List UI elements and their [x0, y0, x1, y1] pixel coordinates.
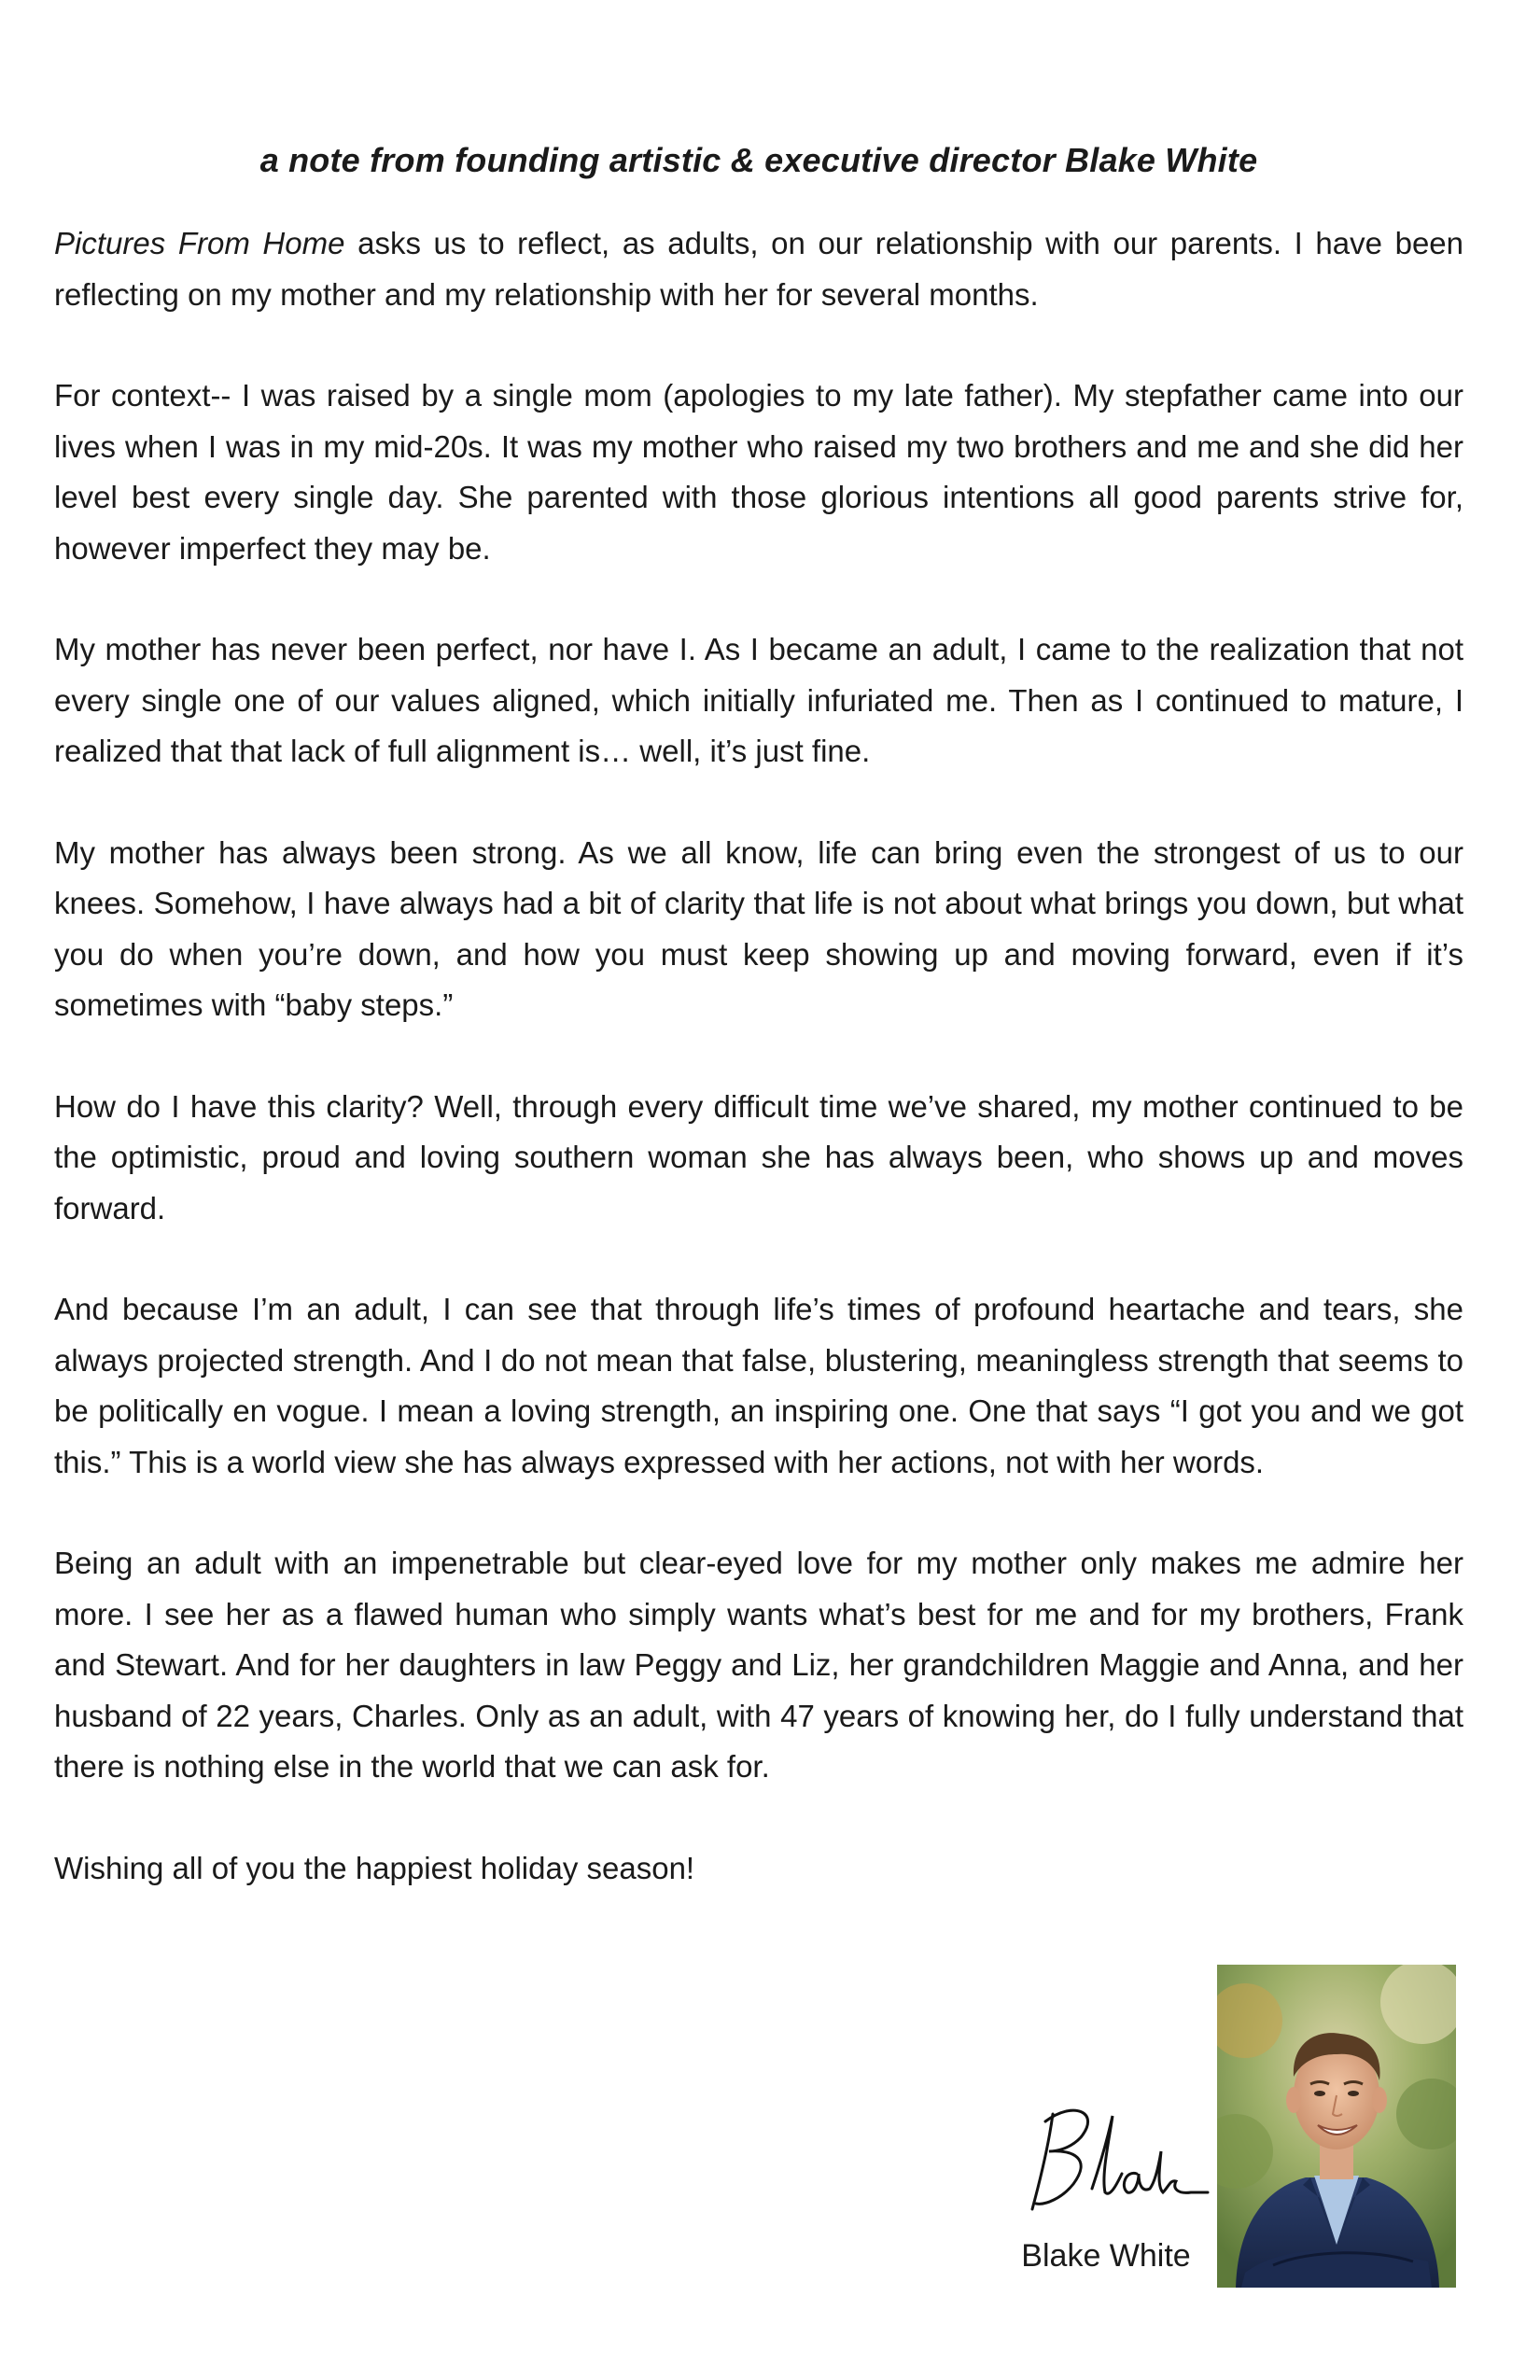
letter-page — [54, 138, 1463, 1894]
paragraph-6: And because I’m an adult, I can see that through life’s times of profound heartache and tears, she always projected strength. And I do not mean that false, blustering, meaningless strength that seems to be politically en vogue. I mean a loving strength, an inspiring one. One that says “I got you and we got this.” This is a world view she has always expressed with her actions, not with her words. — [54, 1292, 1463, 1479]
letter-body — [54, 218, 1463, 1894]
signature-block — [989, 2095, 1213, 2291]
paragraph-7: Being an adult with an impenetrable but clear-eyed love for my mother only makes me admire her more. I see her as a flawed human who simply wants what’s best for me and for my brothers, Frank and Stewart. And for her daughters in law Peggy and Liz, her grandchildren Maggie and Anna, and her husband of 22 years, Charles. Only as an adult, with 47 years of knowing her, do I fully understand that there is nothing else in the world that we can ask for. — [54, 1546, 1463, 1784]
paragraph-2: For context-- I was raised by a single mom (apologies to my late father). My stepfather came into our lives when I was in my mid-20s. It was my mother who raised my two brothers and me and she did her level best every single day. She parented with those glorious intentions all good parents strive for, however imperfect they may be. — [54, 378, 1463, 566]
play-title: Pictures From Home — [54, 226, 345, 260]
paragraph-3: My mother has never been perfect, nor have I. As I became an adult, I came to the realization that not every single one of our values aligned, which initially infuriated me. Then as I continued to mature, I realized that that lack of full alignment is… well, it’s just fine. — [54, 632, 1463, 768]
paragraph-1 — [54, 218, 1463, 320]
portrait-photo — [1217, 1965, 1456, 2288]
paragraph-4: My mother has always been strong. As we all know, life can bring even the strongest of us to our knees. Somehow, I have always had a bit of clarity that life is not about what brings you down, but what you do when you’re down, and how you must keep showing up and moving forward, even if it’s sometimes with “baby steps.” — [54, 834, 1463, 1022]
portrait-image — [1217, 1965, 1456, 2288]
signature-printed-name: Blake White — [1021, 2238, 1191, 2274]
handwritten-signature — [1008, 2095, 1213, 2226]
paragraph-5: How do I have this clarity? Well, through every difficult time we’ve shared, my mother continued to be the optimistic, proud and loving southern woman she has always been, who shows up and moves forward. — [54, 1088, 1463, 1225]
paragraph-1-text: asks us to reflect, as adults, on our relationship with our parents. I have been reflecting on my mother and my relationship with her for several months. — [54, 226, 1464, 312]
closing-line: Wishing all of you the happiest holiday season! — [54, 1850, 695, 1885]
letter-heading: a note from founding artistic & executive director Blake White — [259, 141, 1258, 179]
